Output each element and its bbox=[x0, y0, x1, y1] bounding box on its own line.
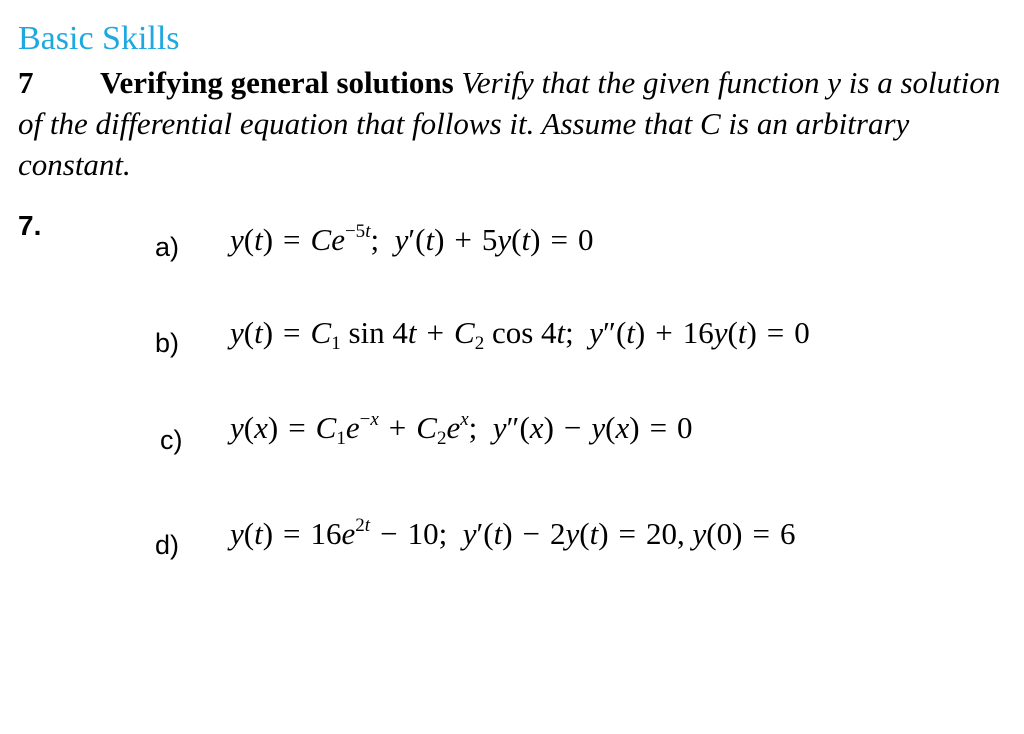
equation-b: $y(t) = C_1$ $\sin 4t + C_2$ cos 4t; y″(t) + 16y(t) = 0 bbox=[230, 315, 810, 354]
problem-title: Verifying general solutions bbox=[100, 65, 454, 100]
part-label-b: b) bbox=[155, 328, 180, 358]
part-label-d: d) bbox=[155, 530, 180, 560]
part-label-a: a) bbox=[155, 232, 180, 262]
equation-d: $y(t) = 16e^{2t} - 10$; y′(t) − 2y(t) = 20, y(0) = 6 bbox=[230, 515, 796, 551]
problem-instructions: Verify that the given function y is a solution of the differential equation that follows it. Assume that C is an arbitrary constant. bbox=[18, 65, 1001, 182]
equation-a: $y(t) = Ce^{-5t}$; y′(t) + 5y(t) = 0 bbox=[230, 221, 594, 257]
section-title: Basic Skills bbox=[18, 20, 180, 57]
problem-number: 7 bbox=[18, 65, 34, 100]
part-label-c: c) bbox=[160, 425, 183, 455]
problem-statement bbox=[18, 62, 1008, 185]
question-number: 7. bbox=[18, 210, 42, 241]
equation-c: $y(x) = C_1e^{-x} + C_2e^x$; y″(x) − y(x) = 0 bbox=[230, 409, 693, 449]
